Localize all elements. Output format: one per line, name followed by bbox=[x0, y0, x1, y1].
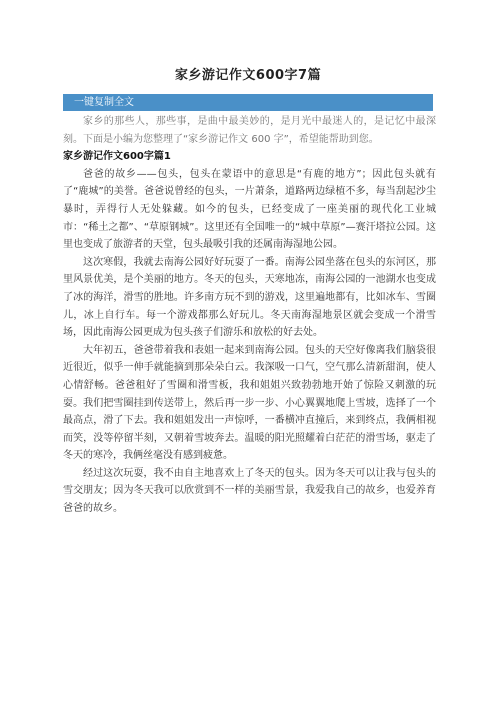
body-paragraph: 这次寒假，我就去南海公园好好玩耍了一番。南海公园坐落在包头的东河区，那里风景优美，是个美丽的地方。冬天的包头，天寒地冻，南海公园的一池湖水也变成了冰的海洋，滑雪的胜地。许多南方玩不到的游戏，这里遍地都有，比如冰车、雪圈儿，冰上自行车。每一个游戏都那么好玩儿。冬天南海湿地景区就会变成一个滑雪场，因此南海公园更成为包头孩子们游乐和放松的好去处。 bbox=[63, 256, 436, 339]
body-paragraph: 大年初五，爸爸带着我和表姐一起来到南海公园。包头的天空好像离我们脑袋很近很近，似乎一伸手就能摘到那朵朵白云。我深吸一口气，空气那么清新甜润，使人心情舒畅。爸爸租好了雪圈和滑雪板，我和姐姐兴致勃勃地开始了惊险又刺激的玩耍。我们把雪圈挂到传送带上，然后再一步一步、小心翼翼地爬上雪坡，选择了一个最高点，滑了下去。我和姐姐发出一声惊呼，一番横冲直撞后，来到终点，我俩相视而笑，没等停留半刻，又朝着雪坡奔去。温暖的阳光照耀着白茫茫的滑雪场，驱走了冬天的寒冷，我俩丝毫没有感到疲惫。 bbox=[63, 344, 436, 462]
article-content bbox=[63, 113, 436, 518]
copy-full-text-button[interactable]: 一键复制全文 bbox=[63, 94, 433, 111]
body-paragraph: 经过这次玩耍，我不由自主地喜欢上了冬天的包头。因为冬天可以让我与包头的雪交朋友；因为冬天我可以欣赏到不一样的美丽雪景，我爱我自己的故乡，也爱养育爸爸的故乡。 bbox=[63, 467, 436, 515]
body-paragraph: 爸爸的故乡——包头，包头在蒙语中的意思是“有鹿的地方”；因此包头就有了“鹿城”的美誉。爸爸说曾经的包头，一片萧条，道路两边绿植不多，每当刮起沙尘暴时，弄得行人无处躲藏。如今的包头，已经变成了一座美丽的现代化工业城市：“稀土之都”、“草原钢城”。这里还有全国唯一的“城中草原”—赛汗塔拉公园。这里也变成了旅游者的天堂，包头最吸引我的还属南海湿地公园。 bbox=[63, 168, 436, 251]
intro-paragraph: 家乡的那些人，那些事，是曲中最美妙的，是月光中最迷人的，是记忆中最深刻。下面是小编为您整理了“家乡游记作文 600 字”，希望能帮助到您。 bbox=[63, 116, 436, 145]
page-title: 家乡游记作文600字7篇 bbox=[174, 68, 322, 83]
section-heading: 家乡游记作文600字篇1 bbox=[63, 151, 171, 163]
